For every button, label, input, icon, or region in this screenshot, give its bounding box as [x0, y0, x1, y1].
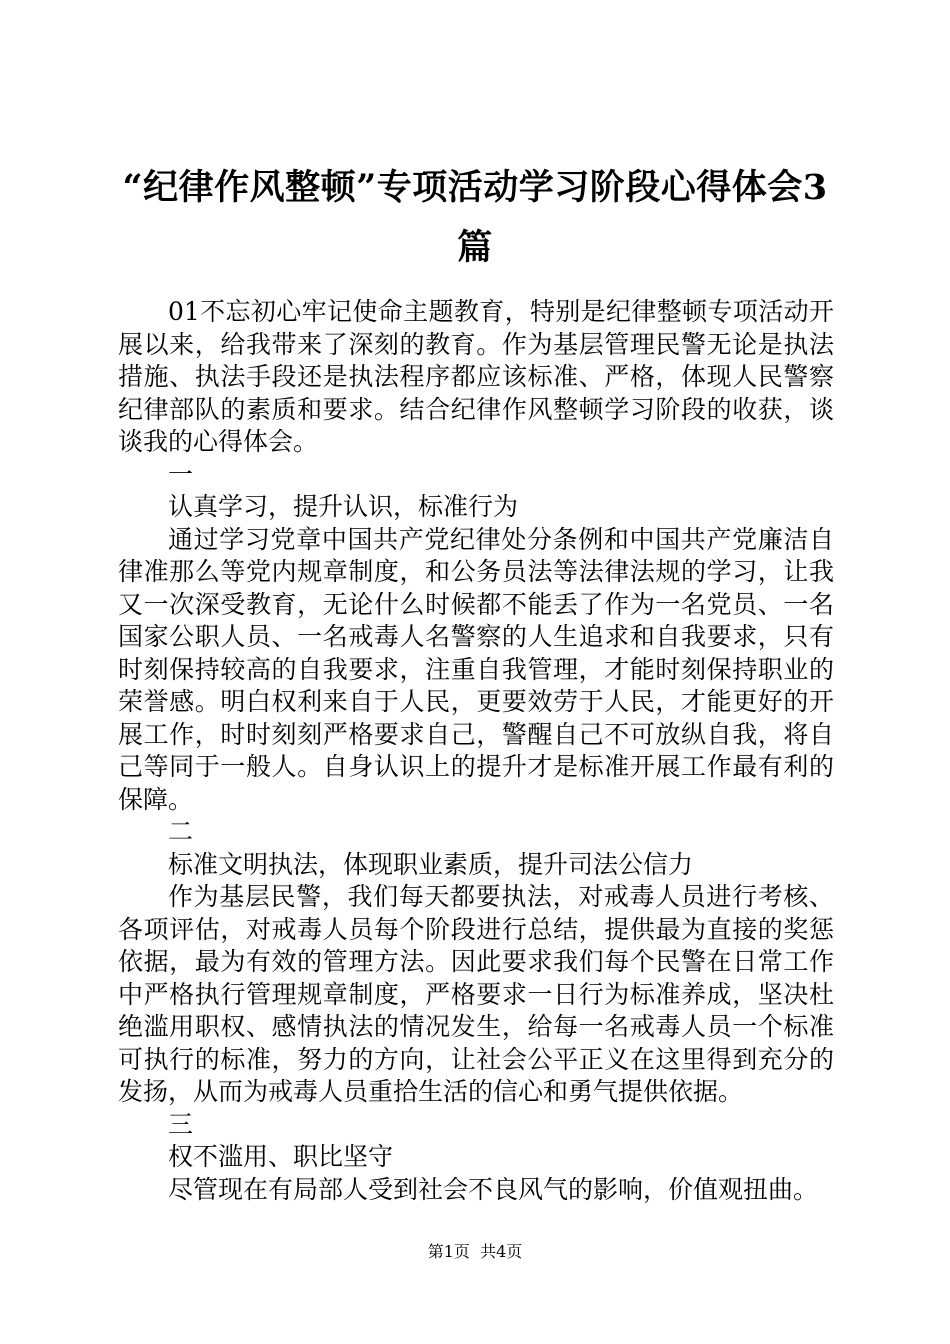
document-title: “纪律作风整顿”专项活动学习阶段心得体会3篇 — [122, 167, 828, 268]
section-heading-2: 标准文明执法，体现职业素质，提升司法公信力 — [168, 849, 694, 879]
paragraph-section-2: 作为基层民警，我们每天都要执法，对戒毒人员进行考核、各项评估，对戒毒人员每个阶段进行总结，提供最为直接的奖惩依据，最为有效的管理方法。因此要求我们每个民警在日常工作中严格执行管理规章制度，严格要求一日行为标准养成，坚决杜绝滥用职权、感情执法的情况发生，给每一名戒毒人员一个标准可执行的标准，努力的方向，让社会公平正义在这里得到充分的发扬，从而为戒毒人员重拾生活的信心和勇气提供依据。 — [118, 882, 834, 1106]
section-number-3: 三 — [168, 1109, 194, 1139]
section-heading-3: 权不滥用、职比坚守 — [168, 1142, 394, 1171]
paragraph-section-3: 尽管现在有局部人受到社会不良风气的影响，价值观扭曲。 — [168, 1174, 819, 1204]
section-number-2: 二 — [168, 817, 194, 846]
section-heading-1: 认真学习，提升认识，标准行为 — [168, 492, 519, 521]
document-body — [118, 296, 834, 1206]
page-footer — [0, 1242, 950, 1262]
paragraph-section-1: 通过学习党章中国共产党纪律处分条例和中国共产党廉洁自律准那么等党内规章制度，和公务员法等法律法规的学习，让我又一次深受教育，无论什么时候都不能丢了作为一名党员、一名国家公职人员、一名戒毒人名警察的人生追求和自我要求，只有时刻保持较高的自我要求，注重自我管理，才能时刻保持职业的荣誉感。明白权利来自于人民，更要效劳于人民，才能更好的开展工作，时时刻刻严格要求自己，警醒自己不可放纵自我，将自己等同于一般人。自身认识上的提升才是标准开展工作最有利的保障。 — [118, 524, 834, 814]
paragraph-intro: 01不忘初心牢记使命主题教育，特别是纪律整顿专项活动开展以来，给我带来了深刻的教育。作为基层管理民警无论是执法措施、执法手段还是执法程序都应该标准、严格，体现人民警察纪律部队的素质和要求。结合纪律作风整顿学习阶段的收获，谈谈我的心得体会。 — [118, 297, 834, 456]
section-number-1: 一 — [168, 459, 194, 489]
page-number: 第1页 共4页 — [427, 1242, 523, 1261]
